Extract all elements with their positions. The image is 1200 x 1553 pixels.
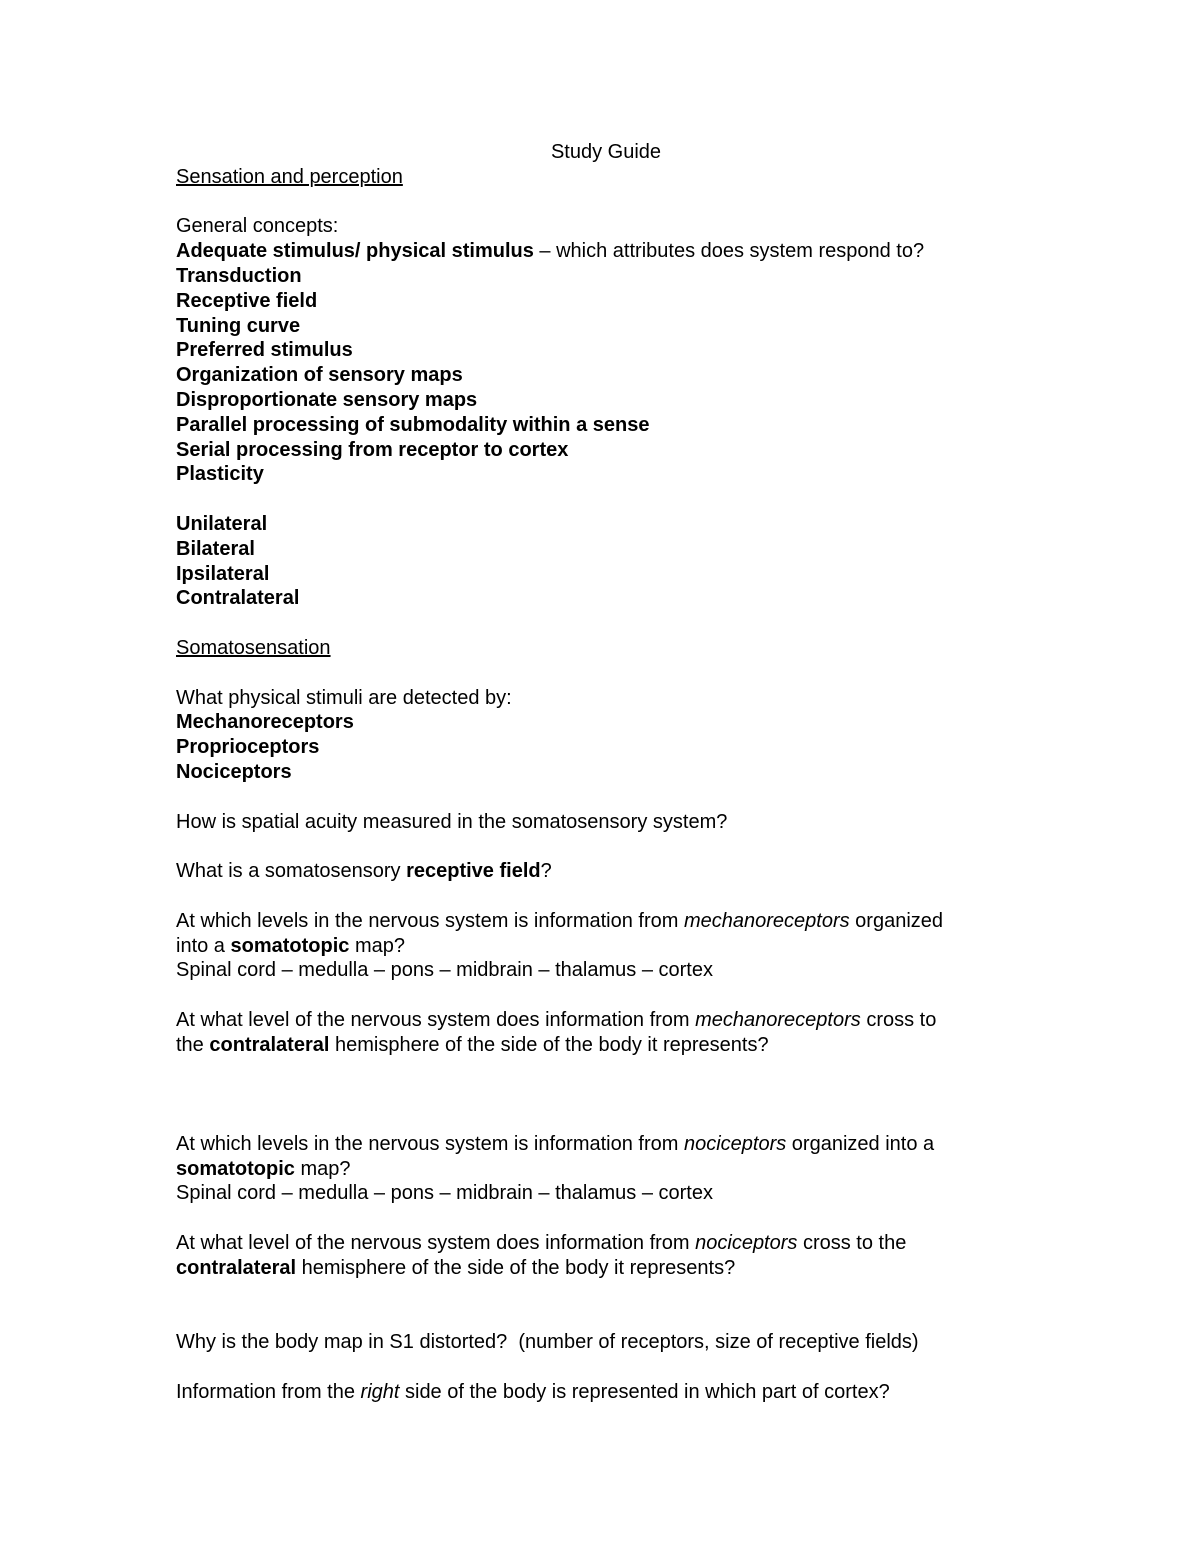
concept-term: Plasticity [176, 463, 264, 486]
question-text: cross to [860, 1008, 937, 1031]
adequate-stimulus-question: – which attributes does system respond to? [533, 240, 925, 263]
nervous-system-levels: Spinal cord – medulla – pons – midbrain – thalamus – cortex [176, 1182, 713, 1205]
mechanoreceptor-cross-question [176, 1008, 1036, 1033]
general-concepts-label: General concepts: [176, 215, 339, 238]
concept-term: Organization of sensory maps [176, 364, 463, 387]
laterality-terms-list [176, 512, 1036, 611]
question-text: organized into a [786, 1132, 935, 1155]
question-text: At what level of the nervous system does information from [176, 1008, 696, 1031]
question-text: hemisphere of the side of the body it represents? [296, 1256, 736, 1279]
spatial-acuity-question: How is spatial acuity measured in the somatosensory system? [176, 810, 728, 833]
spacer [176, 1281, 1036, 1331]
nociceptor-map-question-cont [176, 1157, 1036, 1182]
laterality-term: Bilateral [176, 537, 255, 560]
concept-term: Transduction [176, 264, 302, 287]
concept-term: Preferred stimulus [176, 339, 353, 362]
receptor-type: Nociceptors [176, 760, 292, 783]
question-text: At which levels in the nervous system is information from [176, 909, 684, 932]
right-side-question [176, 1380, 1036, 1405]
concept-term: Disproportionate sensory maps [176, 388, 478, 411]
question-text: into a [176, 934, 231, 957]
mechanoreceptor-map-question [176, 909, 1036, 934]
laterality-term: Unilateral [176, 512, 268, 535]
nociceptor-cross-question [176, 1231, 1036, 1256]
body-map-distortion-question: Why is the body map in S1 distorted? (number of receptors, size of receptive fields) [176, 1331, 919, 1354]
question-text: map? [294, 1157, 351, 1180]
spacer [176, 1057, 1036, 1131]
spacer [176, 983, 1036, 1008]
question-emphasis: contralateral [176, 1256, 297, 1279]
question-text: organized [849, 909, 944, 932]
spacer [176, 785, 1036, 810]
concept-term: Parallel processing of submodality within a sense [176, 413, 650, 436]
spacer [176, 834, 1036, 859]
spacer [176, 661, 1036, 686]
question-emphasis: contralateral [209, 1033, 330, 1056]
spacer [176, 611, 1036, 636]
laterality-term: Ipsilateral [176, 562, 270, 585]
question-text: What is a somatosensory [176, 860, 407, 883]
mechanoreceptor-map-question-cont [176, 934, 1036, 959]
concept-term: Receptive field [176, 289, 318, 312]
question-emphasis: nociceptors [695, 1232, 798, 1255]
question-text: hemisphere of the side of the body it represents? [329, 1033, 769, 1056]
stimuli-question: What physical stimuli are detected by: [176, 686, 512, 709]
concept-term: Serial processing from receptor to cortex [176, 438, 569, 461]
question-text: cross to the [797, 1232, 907, 1255]
question-emphasis: mechanoreceptors [683, 909, 850, 932]
nervous-system-levels: Spinal cord – medulla – pons – midbrain – thalamus – cortex [176, 959, 713, 982]
question-text: the [176, 1033, 210, 1056]
spacer [176, 1206, 1036, 1231]
question-emphasis: right [360, 1380, 400, 1403]
spacer [176, 884, 1036, 909]
nociceptor-cross-question-cont [176, 1256, 1036, 1281]
mechanoreceptor-cross-question-cont [176, 1033, 1036, 1058]
question-text: At which levels in the nervous system is information from [176, 1132, 684, 1155]
question-text: At what level of the nervous system does information from [176, 1232, 696, 1255]
concept-terms-list [176, 264, 1036, 487]
adequate-stimulus-term: Adequate stimulus/ physical stimulus [176, 240, 534, 263]
question-emphasis: mechanoreceptors [695, 1008, 861, 1031]
document-title: Study Guide [550, 141, 662, 163]
question-text: Information from the [176, 1380, 361, 1403]
spacer [176, 190, 1036, 215]
spacer [176, 1355, 1036, 1380]
question-emphasis: nociceptors [683, 1132, 787, 1155]
question-text: side of the body is represented in which part of cortex? [399, 1380, 890, 1403]
laterality-term: Contralateral [176, 587, 300, 610]
question-emphasis: receptive field [406, 860, 541, 883]
spacer [176, 487, 1036, 512]
concept-term: Tuning curve [176, 314, 301, 337]
receptor-type: Proprioceptors [176, 736, 320, 759]
receptor-type: Mechanoreceptors [176, 711, 354, 734]
question-emphasis: somatotopic [230, 934, 350, 957]
question-text: ? [540, 860, 552, 883]
nociceptor-map-question [176, 1132, 1036, 1157]
section-heading-somatosensation: Somatosensation [176, 636, 331, 659]
document-body [176, 140, 1036, 1405]
question-emphasis: somatotopic [176, 1157, 295, 1180]
receptor-types-list [176, 710, 1036, 784]
adequate-stimulus-line [176, 239, 1036, 264]
section-heading-sensation: Sensation and perception [176, 165, 403, 188]
receptive-field-question [176, 859, 1036, 884]
question-text: map? [349, 934, 405, 957]
